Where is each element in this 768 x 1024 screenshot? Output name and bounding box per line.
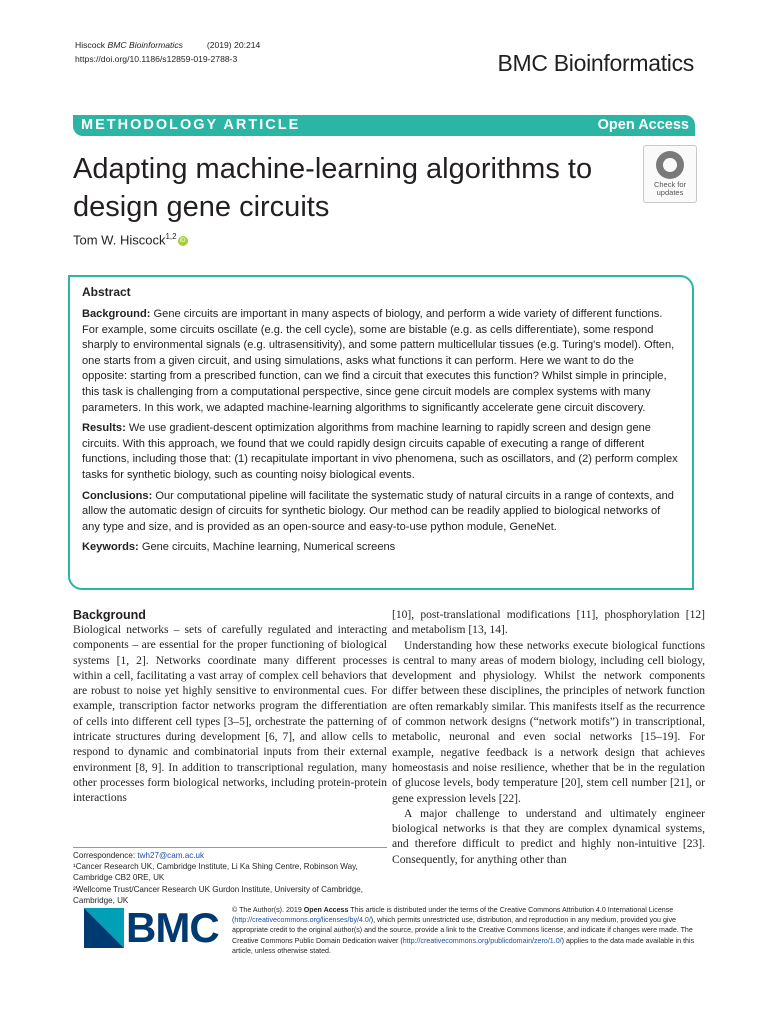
check-badge-line1: Check for — [653, 180, 687, 189]
check-for-updates-badge[interactable] — [643, 145, 697, 203]
journal-short: BMC Bioinformatics — [107, 40, 183, 50]
conclusions-label: Conclusions: — [82, 489, 153, 502]
author-name: Tom W. Hiscock — [73, 232, 166, 248]
abstract-background — [82, 307, 678, 416]
results-label: Results: — [82, 422, 126, 435]
check-badge-line2: updates — [656, 188, 684, 197]
license-text-1: This article is distributed under the terms of the Creative Commons Attribution 4.0 International License ( — [232, 906, 674, 925]
body-paragraph: Biological networks – sets of carefully regulated and interacting components – are essential for the proper functioning of biological systems [1, 2]. Networks coordinate many different processes within a cell, facilitating a vast array of complex cell behaviors that are robust to noise yet highly sensitive to environmental cues. For example, transcription factor networks program the differentiation of cells into different cell types [3–5], orchestrate the patterning of intricate structures during development [6, 7], and allow cells to respond to dynamic and combinatorial inputs from their external environment [8, 9]. In addition to transcriptional regulation, many other processes form biological networks, including protein-protein interactions — [73, 624, 387, 805]
body-paragraph: [10], post-translational modifications [11], phosphorylation [12] and metabolism [13, 14]. — [392, 609, 705, 637]
body-column-left — [73, 608, 387, 807]
body-column-right — [392, 608, 705, 868]
section-heading-background: Background — [73, 608, 146, 622]
author-line — [73, 232, 188, 247]
license-link-cc-by[interactable]: http://creativecommons.org/licenses/by/4.0/ — [234, 916, 371, 925]
background-text: Gene circuits are important in many aspects of biology, and perform a wide variety of different functions. For example, some circuits oscillate (e.g. the cell cycle), some are bistable (e.g. as cells differentiate), some respond sharply to environmental signals (e.g. ultrasensitivity), and some pattern multicellular tissues (e.g. Turing's model). Often, one starts from a given circuit, and using simulations, asks what functions it can perform. Here we want to do the opposite: starting from a prescribed function, can we find a circuit that executes this function? Whilst simple in principle, this task is challenging from a computational perspective, since gene circuit models are complex systems with many parameters. In this work, we adapted machine-learning algorithms to significantly accelerate gene circuit discovery. — [82, 308, 675, 414]
footnotes — [73, 847, 387, 906]
abstract-results — [82, 421, 678, 483]
check-badge-text — [644, 181, 696, 197]
crossmark-icon — [656, 151, 684, 179]
abstract-conclusions — [82, 489, 678, 536]
background-label: Background: — [82, 308, 151, 320]
paper-title: Adapting machine-learning algorithms to design gene circuits — [73, 153, 593, 223]
license-text-2: ), which permits unrestricted use, distribution, and reproduction in any medium, provided you give appropriate credit to the original author(s) and the source, provide a link to the Creative Commons license, and indicate if changes were made. The Creative Commons Public Domain Dedication waiver ( — [232, 916, 693, 945]
license-text — [232, 905, 698, 956]
open-access-label: Open Access — [597, 117, 689, 133]
results-text: We use gradient-descent optimization algorithms from machine learning to rapidly screen and design gene circuits. With this approach, we found that we could rapidly design circuits capable of executing a range of different functions, including those that: (1) recapitulate important in vivo phenomena, such as oscillators, and (2) perform complex tasks for synthetic biology, such as counting noisy biological events. — [82, 422, 678, 481]
correspondence-label: Correspondence: — [73, 851, 136, 860]
affiliation-2: ²Wellcome Trust/Cancer Research UK Gurdon Institute, University of Cambridge, Cambridge, UK — [73, 884, 363, 905]
license-text-3: ) applies to the data made available in this article, unless otherwise stated. — [232, 936, 695, 955]
abstract-keywords — [82, 540, 678, 556]
bmc-logo — [84, 904, 219, 954]
correspondence — [73, 850, 387, 861]
abstract-heading: Abstract — [82, 285, 131, 299]
author-affiliation: 1,2 — [165, 232, 177, 241]
abstract-box — [68, 275, 694, 590]
bmc-logo-text: BMC — [126, 904, 219, 951]
doi-link[interactable]: https://doi.org/10.1186/s12859-019-2788-3 — [75, 54, 238, 64]
keywords-label: Keywords: — [82, 541, 139, 554]
bmc-logo-mark-icon — [84, 908, 124, 948]
body-paragraph: Understanding how these networks execute biological functions is central to many areas of modern biology, including cell biology, development and physiology. Whilst the network components differ between these disciplines, the principles of network function are often remarkably similar. This manifests itself as the recurrence of common network designs (“network motifs”) in transcriptional, metabolic, neuronal and even social networks [15–19]. For example, negative feedback is a network design that achieves homeostasis and noise resilience, whether that be in the regulation of glucose levels, body temperature [20], stem cell number [21], or gene expression levels [22]. — [392, 639, 705, 805]
journal-name: BMC Bioinformatics — [497, 50, 694, 76]
author-short: Hiscock — [75, 40, 106, 50]
body-paragraph: A major challenge to understand and ultimately engineer biological networks is that they are complex dynamical systems, and therefore difficult to predict and highly non-intuitive [23]. Consequently, for anything other than — [392, 807, 705, 866]
article-type: METHODOLOGY ARTICLE — [81, 117, 301, 133]
article-meta — [75, 38, 260, 66]
citation: (2019) 20:214 — [206, 40, 261, 50]
correspondence-email[interactable]: twh27@cam.ac.uk — [137, 851, 205, 860]
license-open-access: Open Access — [303, 906, 349, 914]
conclusions-text: Our computational pipeline will facilitate the systematic study of natural circuits in a range of contexts, and allow the automatic design of circuits for synthetic biology. Our method can be readily applied to biological networks of any type and size, and is provided as an open-source and easy-to-use python module, GeneNet. — [82, 489, 674, 533]
article-type-banner — [73, 115, 695, 136]
keywords-text: Gene circuits, Machine learning, Numerical screens — [141, 541, 396, 554]
copyright: © The Author(s). 2019 — [232, 906, 302, 914]
orcid-icon[interactable]: iD — [178, 236, 188, 246]
license-link-cc0[interactable]: http://creativecommons.org/publicdomain/zero/1.0/ — [402, 936, 562, 945]
affiliation-1: ¹Cancer Research UK, Cambridge Institute, Li Ka Shing Centre, Robinson Way, Cambridge CB2 0RE, UK — [73, 862, 358, 883]
